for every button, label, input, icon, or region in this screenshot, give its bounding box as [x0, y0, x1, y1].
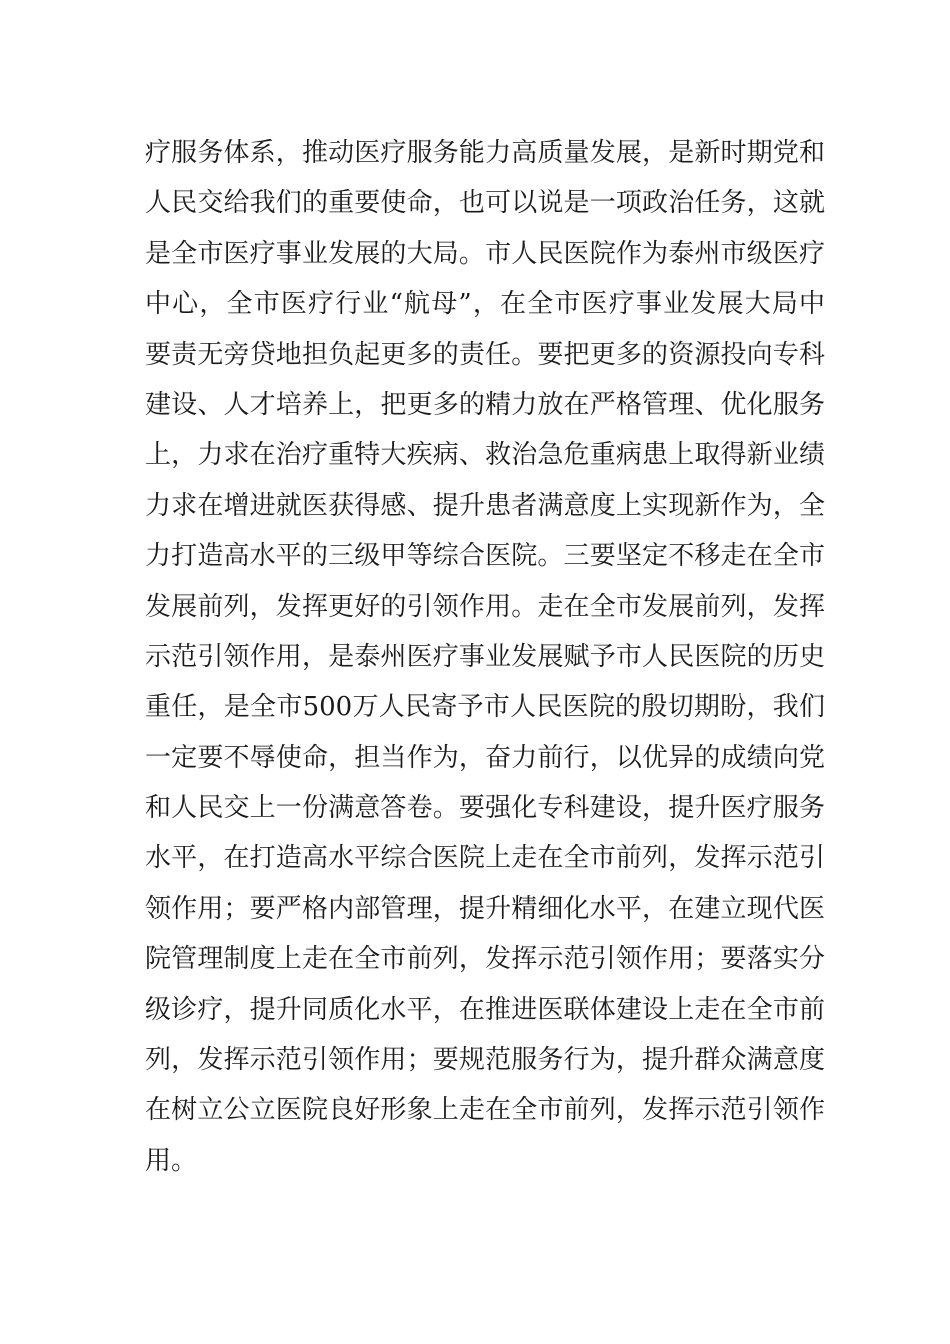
text-line: 力求在增进就医获得感、提升患者满意度上实现新作为，全: [145, 490, 825, 521]
text-line: 领作用；要严格内部管理，提升精细化水平，在建立现代医: [145, 893, 825, 924]
text-line: 重任，是全市500万人民寄予市人民医院的殷切期盼，我们: [145, 692, 825, 723]
text-line: 示范引领作用，是泰州医疗事业发展赋予市人民医院的历史: [145, 641, 825, 672]
body-paragraph: [145, 128, 825, 1186]
text-line: 发展前列，发挥更好的引领作用。走在全市发展前列，发挥: [145, 591, 825, 622]
text-line: 建设、人才培养上，把更多的精力放在严格管理、优化服务: [145, 389, 825, 420]
text-line: 力打造高水平的三级甲等综合医院。三要坚定不移走在全市: [145, 541, 825, 572]
text-line: 和人民交上一份满意答卷。要强化专科建设，提升医疗服务: [145, 793, 825, 824]
text-line: 一定要不辱使命，担当作为，奋力前行，以优异的成绩向党: [145, 742, 825, 773]
text-line: 人民交给我们的重要使命，也可以说是一项政治任务，这就: [145, 188, 825, 219]
text-line: 用。: [145, 1145, 198, 1176]
text-line: 是全市医疗事业发展的大局。市人民医院作为泰州市级医疗: [145, 238, 825, 269]
text-line: 中心，全市医疗行业“航母”，在全市医疗事业发展大局中: [145, 289, 825, 320]
text-line: 疗服务体系，推动医疗服务能力高质量发展，是新时期党和: [145, 138, 825, 168]
text-line: 要责无旁贷地担负起更多的责任。要把更多的资源投向专科: [145, 339, 825, 370]
text-line: 水平，在打造高水平综合医院上走在全市前列，发挥示范引: [145, 843, 825, 874]
text-line: 级诊疗，提升同质化水平，在推进医联体建设上走在全市前: [145, 994, 825, 1025]
text-line: 在树立公立医院良好形象上走在全市前列，发挥示范引领作: [145, 1095, 825, 1126]
text-line: 列，发挥示范引领作用；要规范服务行为，提升群众满意度: [145, 1045, 825, 1076]
text-line: 院管理制度上走在全市前列，发挥示范引领作用；要落实分: [145, 944, 825, 975]
text-line: 上，力求在治疗重特大疾病、救治急危重病患上取得新业绩: [145, 440, 825, 471]
